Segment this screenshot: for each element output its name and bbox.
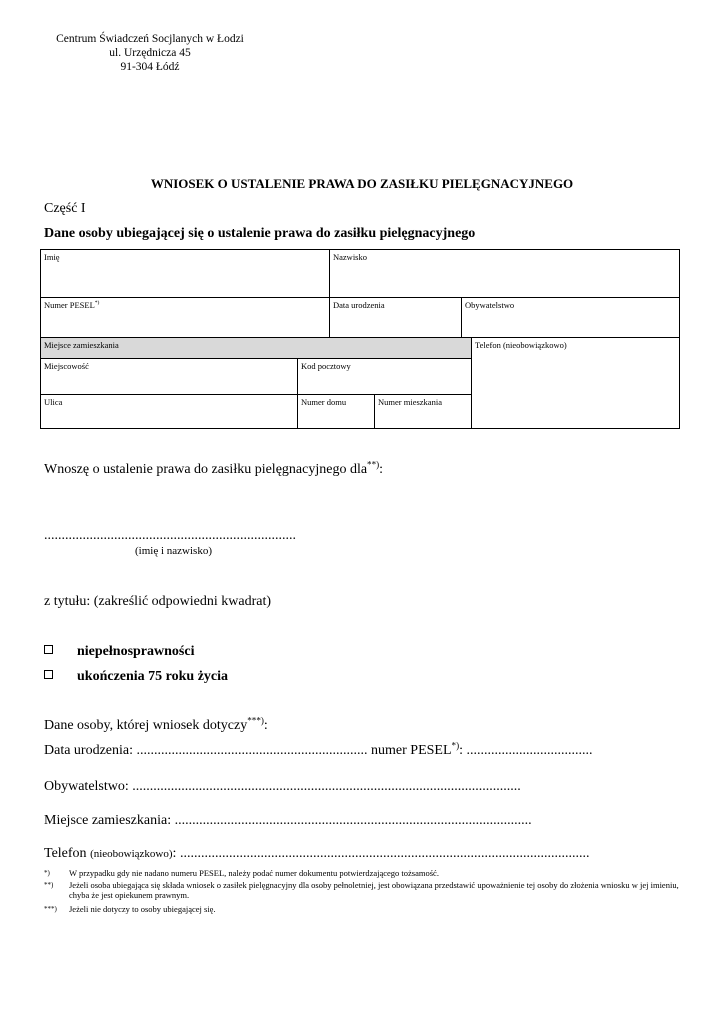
reason-label: z tytułu: (zakreślić odpowiedni kwadrat) [44, 594, 272, 609]
house-number-field[interactable] [297, 394, 374, 428]
pesel-footnote-mark: *) [94, 300, 100, 307]
phone-label: Telefon (nieobowiązkowo) [475, 340, 567, 350]
address-line-2: ul. Urzędnicza 45 [109, 47, 191, 59]
street-label: Ulica [44, 397, 63, 407]
request-footnote-mark: **) [367, 459, 380, 470]
residence-dots[interactable]: ...................................................................................................... [174, 813, 532, 828]
person-heading: Dane osoby, której wniosek dotyczy***): [44, 715, 268, 733]
first-name-field[interactable] [41, 250, 329, 297]
locality-field[interactable] [41, 358, 297, 394]
phone-field[interactable] [471, 337, 679, 428]
birth-date-field[interactable] [329, 297, 461, 337]
address-line-1: Centrum Świadczeń Socjlanych w Łodzi [56, 33, 244, 45]
footnote-2: **) Jeżeli osoba ubiegająca się składa wniosek o zasiłek pielęgnacyjny dla osoby pełnoletniej, jest obowiązana przedstawić upoważnienie tej osoby do złożenia wniosku w jej imieniu, chyba że jest opiekunem prawnym. [44, 880, 679, 900]
checkbox-age-75[interactable] [44, 670, 53, 679]
house-number-label: Numer domu [301, 397, 347, 407]
form-title: WNIOSEK O USTALENIE PRAWA DO ZASIŁKU PIELĘGNACYJNEGO [150, 176, 574, 191]
office-address [40, 32, 260, 74]
footnote-3: ***) Jeżeli nie dotyczy to osoby ubiegającej się. [44, 904, 216, 914]
pesel-field[interactable] [41, 297, 329, 337]
locality-label: Miejscowość [44, 361, 89, 371]
first-name-label: Imię [44, 252, 60, 262]
residence-label: Miejsce zamieszkania [44, 340, 119, 350]
person-footnote-mark: ***) [247, 715, 264, 726]
citizenship-dots[interactable]: ............................................................................................................... [132, 779, 521, 794]
applicant-table [40, 249, 680, 429]
residence-line: Miejsce zamieszkania: ...................................................................................................... [44, 813, 532, 828]
option-disability[interactable]: niepełnosprawności [44, 644, 194, 660]
birth-date-label: Data urodzenia [333, 300, 385, 310]
birth-pesel-line: Data urodzenia: .................................................................. numer PESEL*): .................................... [44, 740, 593, 758]
last-name-field[interactable] [329, 250, 679, 297]
last-name-label: Nazwisko [333, 252, 367, 262]
flat-number-label: Numer mieszkania [378, 397, 442, 407]
phone-dots[interactable]: ..................................................................................................................... [179, 846, 590, 861]
phone-line: Telefon (nieobowiązkowo): ..................................................................................................................... [44, 846, 590, 861]
option-age-75[interactable]: ukończenia 75 roku życia [44, 669, 228, 685]
beneficiary-name-line[interactable]: ........................................................................ [44, 528, 296, 543]
residence-header [41, 337, 471, 358]
footnote-1: *) W przypadku gdy nie nadano numeru PESEL, należy podać numer dokumentu potwierdzającego tożsamość. [44, 868, 439, 878]
postal-code-label: Kod pocztowy [301, 361, 351, 371]
pesel-line-label: numer PESEL [367, 743, 452, 758]
postal-code-field[interactable] [297, 358, 471, 394]
citizenship-field[interactable] [461, 297, 679, 337]
form-part: Część I [44, 201, 86, 216]
citizenship-line: Obywatelstwo: ............................................................................................................... [44, 779, 521, 794]
birth-date-dots[interactable]: .................................................................. [136, 743, 368, 758]
pesel-label: Numer PESEL [44, 300, 95, 310]
checkbox-disability[interactable] [44, 645, 53, 654]
address-line-3: 91-304 Łódź [120, 61, 180, 73]
beneficiary-name-caption: (imię i nazwisko) [135, 545, 212, 557]
birth-date-line-label: Data urodzenia: [44, 743, 137, 758]
flat-number-field[interactable] [374, 394, 471, 428]
pesel-dots[interactable]: .................................... [466, 743, 593, 758]
section-heading: Dane osoby ubiegającej się o ustalenie prawa do zasiłku pielęgnacyjnego [44, 226, 476, 241]
street-field[interactable] [41, 394, 297, 428]
request-statement: Wnoszę o ustalenie prawa do zasiłku pielęgnacyjnego dla**): [44, 459, 384, 477]
citizenship-label: Obywatelstwo [465, 300, 515, 310]
